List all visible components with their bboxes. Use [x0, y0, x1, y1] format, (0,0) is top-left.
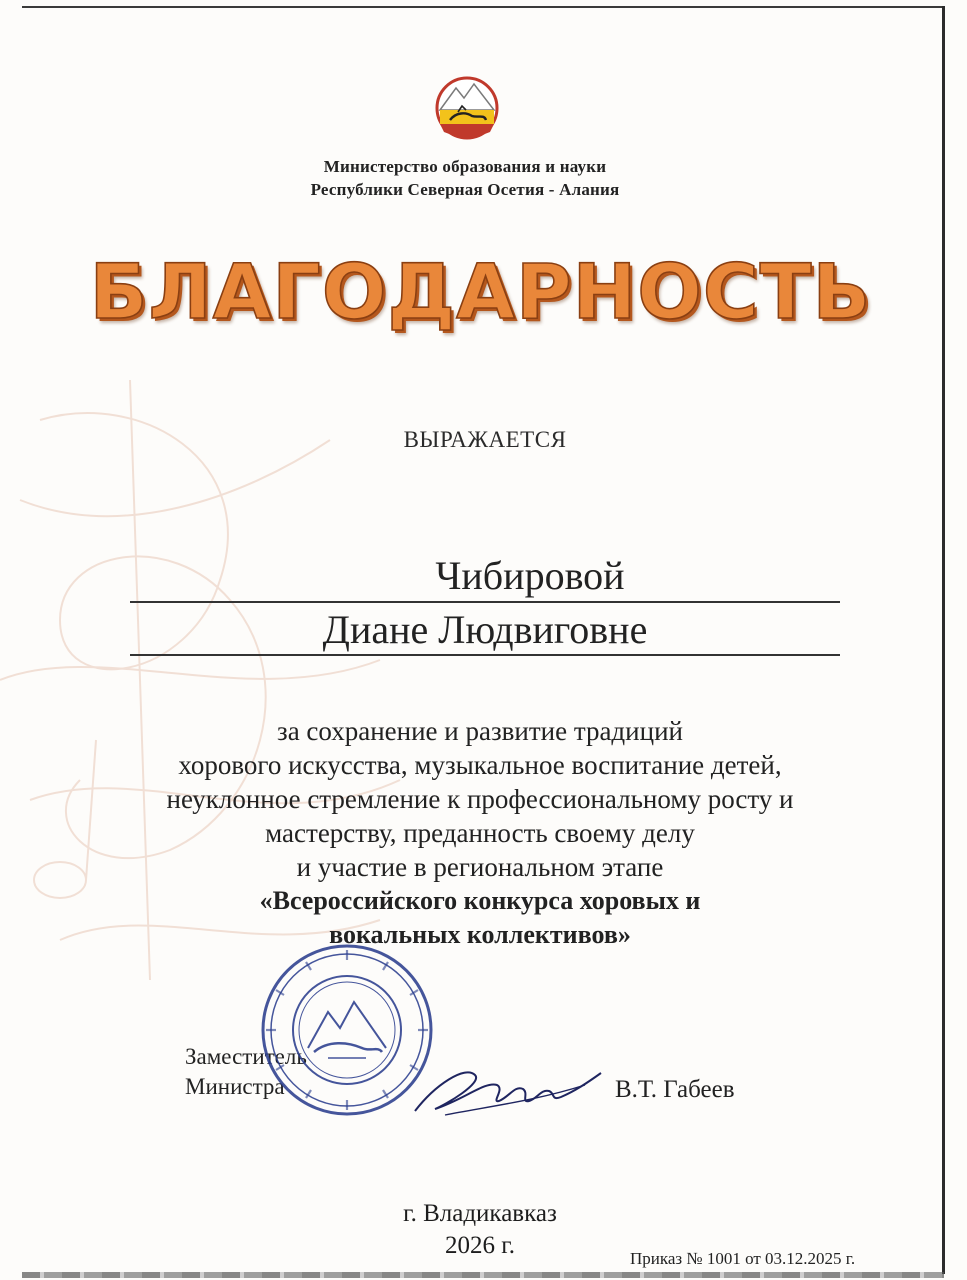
handwritten-signature-icon [405, 1045, 605, 1125]
frame-bottom-border [22, 1272, 944, 1278]
signatory-position-line1: Заместитель [185, 1044, 307, 1069]
recipient-given-names: Диане Людвиговне [322, 607, 648, 652]
frame-right-border [942, 6, 945, 1274]
order-reference: Приказ № 1001 от 03.12.2025 г. [630, 1249, 856, 1268]
certificate-title: БЛАГОДАРНОСТЬ [89, 247, 872, 336]
reason-line-1: за сохранение и развитие традиций [277, 716, 683, 746]
name-underline-1 [130, 601, 840, 603]
city: г. Владикавказ [403, 1200, 557, 1227]
ministry-name-line2: Республики Северная Осетия - Алания [310, 180, 620, 199]
name-underline-2 [130, 654, 840, 656]
ministry-name-line1: Министерство образования и науки [323, 157, 607, 176]
signatory-position-line2: Министра [185, 1074, 285, 1099]
recipient-surname: Чибировой [435, 553, 625, 598]
subtitle: ВЫРАЖАЕТСЯ [403, 427, 567, 452]
reason-line-5: и участие в региональном этапе [296, 852, 664, 882]
signatory-name: В.Т. Габеев [615, 1076, 735, 1103]
reason-line-3: неуклонное стремление к профессиональному росту и [166, 784, 794, 814]
frame-top-border [22, 6, 944, 8]
contest-name-line-1: «Всероссийского конкурса хоровых и [259, 886, 701, 915]
coat-of-arms-emblem-icon [432, 76, 502, 140]
reason-line-4: мастерству, преданность своему делу [265, 818, 695, 848]
contest-name-line-2: вокальных коллективов» [329, 920, 631, 949]
reason-line-2: хорового искусства, музыкальное воспитание детей, [178, 750, 782, 780]
year: 2026 г. [445, 1232, 515, 1259]
